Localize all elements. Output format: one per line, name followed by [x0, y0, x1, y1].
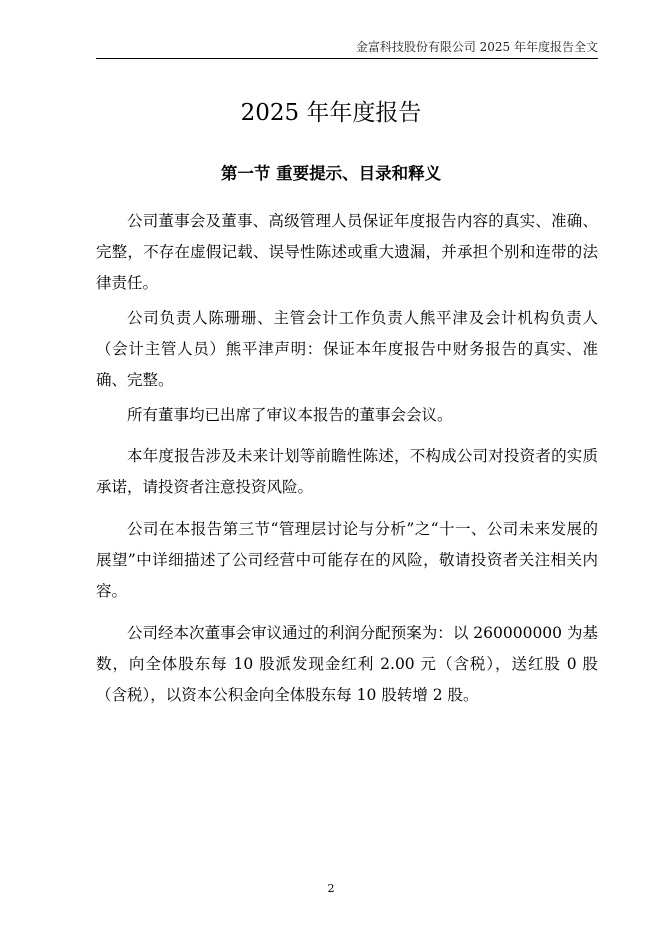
running-header: 金富科技股份有限公司 2025 年年度报告全文 — [355, 40, 598, 54]
paragraph-responsibility-statement: 公司董事会及董事、高级管理人员保证年度报告内容的真实、准确、完整，不存在虚假记载、误导性陈述或重大遗漏，并承担个别和连带的法律责任。 — [96, 212, 598, 292]
paragraph-financial-declaration: 公司负责人陈珊珊、主管会计工作负责人熊平津及会计机构负责人（会计主管人员）熊平津声明：保证本年度报告中财务报告的真实、准确、完整。 — [96, 309, 598, 389]
document-title: 2025 年年度报告 — [240, 100, 422, 126]
page-number: 2 — [327, 882, 335, 895]
header-divider — [96, 58, 598, 59]
section-title: 第一节 重要提示、目录和释义 — [220, 164, 442, 183]
paragraph-profit-distribution: 公司经本次董事会审议通过的利润分配预案为：以 260000000 为基数，向全体股东每 10 股派发现金红利 2.00 元（含税），送红股 0 股（含税），以资本公积金向全体股东每 10 股转增 2 股。 — [96, 624, 598, 704]
paragraph-risk-notice: 公司在本报告第三节“管理层讨论与分析”之“十一、公司未来发展的展望”中详细描述了公司经营中可能存在的风险，敬请投资者关注相关内容。 — [96, 520, 598, 600]
body-text — [96, 206, 598, 711]
paragraph-board-attendance: 所有董事均已出席了审议本报告的董事会会议。 — [127, 406, 453, 424]
paragraph-forward-looking-statement: 本年度报告涉及未来计划等前瞻性陈述，不构成公司对投资者的实质承诺，请投资者注意投资风险。 — [96, 447, 598, 496]
